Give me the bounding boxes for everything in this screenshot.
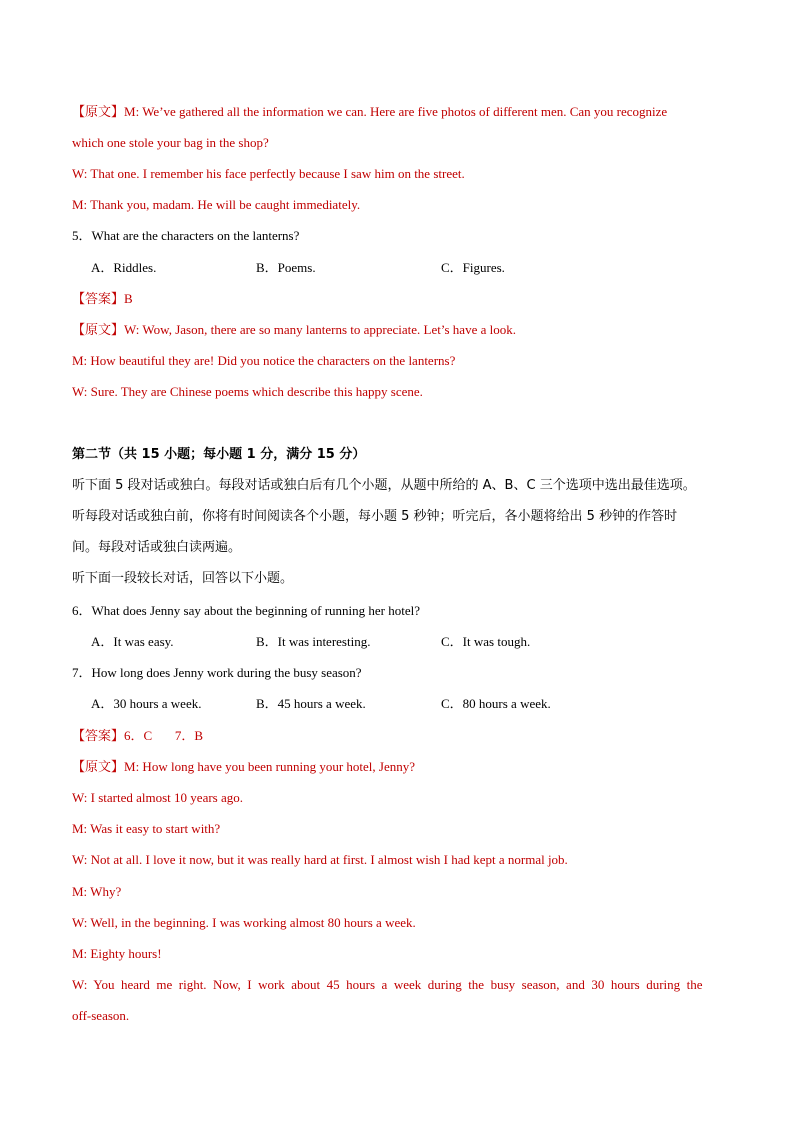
transcript-line: W: Not at all. I love it now, but it was really hard at first. I almost wish I had kept a normal job. xyxy=(72,852,568,867)
answer-value: 6．C 7．B xyxy=(124,728,204,743)
option-a: A．30 hours a week. xyxy=(91,696,202,711)
instruction-line: 听下面 5 段对话或独白。每段对话或独白后有几个小题，从题中所给的 A、B、C 三个选项中选出最佳选项。 xyxy=(72,478,696,493)
transcript-line xyxy=(72,103,722,122)
transcript-line: off-season. xyxy=(72,1008,130,1023)
answer-tag: 【答案】 xyxy=(72,729,125,744)
original-text-tag: 【原文】 xyxy=(72,105,125,120)
transcript-line: M: Eighty hours! xyxy=(72,946,162,961)
instruction-intro: 听下面一段较长对话，回答以下小题。 xyxy=(72,571,294,586)
transcript-line xyxy=(72,758,722,777)
option-a: A．Riddles. xyxy=(91,260,157,275)
document-page xyxy=(72,0,722,1123)
transcript-text: M: How long have you been running your hotel, Jenny? xyxy=(124,759,416,774)
option-b: B．Poems. xyxy=(256,260,316,275)
option-b: B．It was interesting. xyxy=(256,634,371,649)
transcript-line: M: Thank you, madam. He will be caught immediately. xyxy=(72,197,361,212)
answer-value: B xyxy=(124,291,133,306)
instruction-line: 听每段对话或独白前，你将有时间阅读各个小题，每小题 5 秒钟；听完后，各小题将给出 5 秒钟的作答时 xyxy=(72,509,678,524)
option-c: C．It was tough. xyxy=(441,634,531,649)
transcript-line xyxy=(72,321,722,340)
option-b: B．45 hours a week. xyxy=(256,696,366,711)
question-stem: 6．What does Jenny say about the beginning of running her hotel? xyxy=(72,603,421,618)
transcript-line: W: That one. I remember his face perfectly because I saw him on the street. xyxy=(72,166,465,181)
transcript-line: W: I started almost 10 years ago. xyxy=(72,790,243,805)
transcript-line: M: Was it easy to start with? xyxy=(72,821,221,836)
option-c: C．80 hours a week. xyxy=(441,696,551,711)
option-c: C．Figures. xyxy=(441,260,505,275)
question-stem: 7．How long does Jenny work during the busy season? xyxy=(72,665,362,680)
answer-tag: 【答案】 xyxy=(72,292,125,307)
original-text-tag: 【原文】 xyxy=(72,760,125,775)
transcript-line: W: You heard me right. Now, I work about 45 hours a week during the busy season, and 30 hours during the xyxy=(72,977,703,992)
answer-line xyxy=(72,290,722,309)
instruction-line: 间。每段对话或独白读两遍。 xyxy=(72,540,242,555)
answer-line xyxy=(72,727,722,746)
transcript-line: M: Why? xyxy=(72,884,122,899)
transcript-line: which one stole your bag in the shop? xyxy=(72,135,269,150)
transcript-line: M: How beautiful they are! Did you notice the characters on the lanterns? xyxy=(72,353,456,368)
transcript-line: W: Well, in the beginning. I was working almost 80 hours a week. xyxy=(72,915,416,930)
question-stem: 5．What are the characters on the lanterns? xyxy=(72,228,300,243)
original-text-tag: 【原文】 xyxy=(72,323,125,338)
option-a: A．It was easy. xyxy=(91,634,174,649)
transcript-text: W: Wow, Jason, there are so many lanterns to appreciate. Let’s have a look. xyxy=(124,322,516,337)
transcript-line: W: Sure. They are Chinese poems which describe this happy scene. xyxy=(72,384,423,399)
section-title: 第二节（共 15 小题；每小题 1 分，满分 15 分） xyxy=(72,447,366,462)
transcript-text: M: We’ve gathered all the information we can. Here are five photos of different men. Can you recognize xyxy=(124,104,668,119)
